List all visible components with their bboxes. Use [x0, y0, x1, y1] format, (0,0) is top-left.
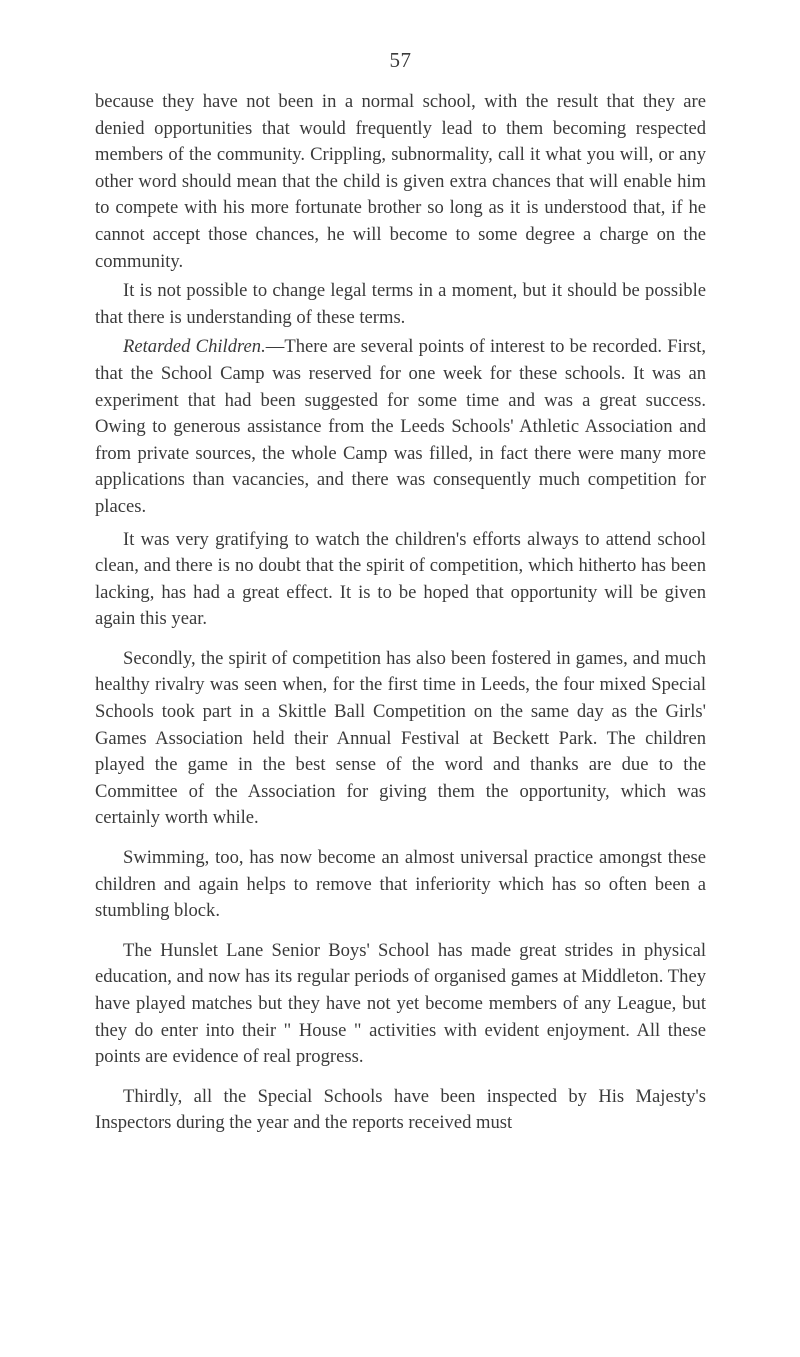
- paragraph-3-text: —There are several points of interest to be recorded. First, that the School Camp was reserved for one week for these schools. It was an experiment that had been suggested for some time and was a great success. Owing to generous assistance from the Leeds Schools' Athletic Association and from private sources, the whole Camp was filled, in fact there were many more applications than vacancies, and there was consequently much competition for places.: [95, 336, 707, 517]
- section-heading-retarded-children: Retarded Children.: [123, 336, 266, 358]
- paragraph-7: The Hunslet Lane Senior Boys' School has made great strides in physical education, and now has its regular periods of organised games at Middleton. They have played matches but they have not yet become members of any League, but they do enter into their " House " activities with evident enjoyment. All these points are evidence of real progress.: [95, 939, 706, 1068]
- paragraph-5: Secondly, the spirit of competition has also been fostered in games, and much healthy rivalry was seen when, for the first time in Leeds, the four mixed Special Schools took part in a Skittle Ball Competition on the same day as the Girls' Games Association held their Annual Festival at Beckett Park. The children played the game in the best sense of the word and thanks are due to the Committee of the Association for giving them the opportunity, which was certainly worth while.: [95, 647, 706, 829]
- paragraph-3: [95, 334, 706, 520]
- page-number: 57: [389, 48, 412, 72]
- paragraph-6: Swimming, too, has now become an almost universal practice amongst these children and again helps to remove that inferiority which has so often been a stumbling block.: [95, 847, 706, 922]
- paragraph-8: Thirdly, all the Special Schools have been inspected by His Majesty's Inspectors during the year and the reports received must: [95, 1085, 706, 1134]
- paragraph-4: It was very gratifying to watch the children's efforts always to attend school clean, and there is no doubt that the spirit of competition, which hitherto has been lacking, has had a great effect. It is to be hoped that opportunity will be given again this year.: [95, 528, 706, 630]
- document-page: [95, 48, 706, 1137]
- paragraph-2: It is not possible to change legal terms in a moment, but it should be possible that there is understanding of these terms.: [95, 280, 706, 328]
- paragraph-1: because they have not been in a normal school, with the result that they are denied opportunities that would frequently lead to them becoming respected members of the community. Crippling, subnormality, call it what you will, or any other word should mean that the child is given extra chances that will enable him to compete with his more fortunate brother so long as it is understood that, if he cannot accept those chances, he will become to some degree a charge on the community.: [95, 91, 706, 272]
